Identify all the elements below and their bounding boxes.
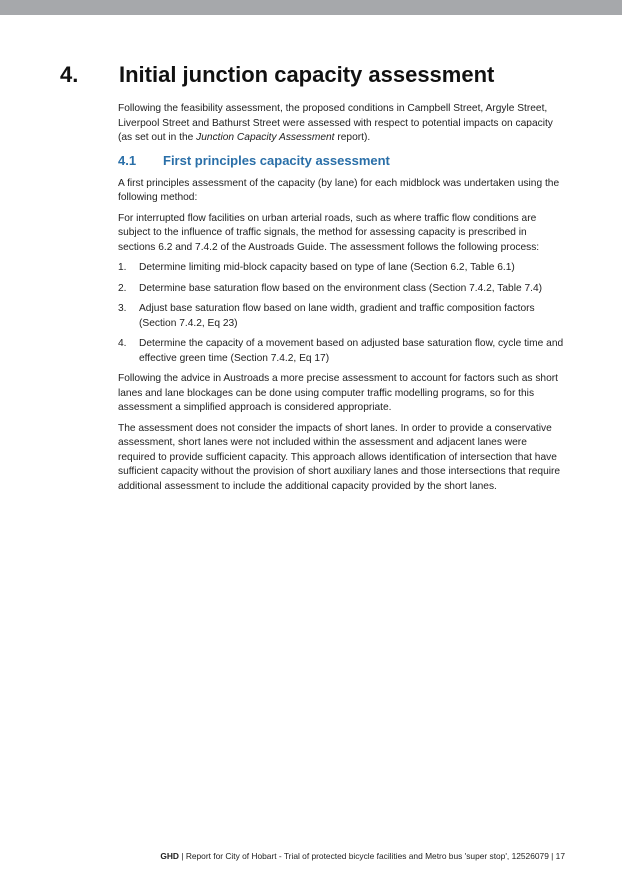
list-item-number: 3.	[118, 303, 127, 314]
list-item-text: Determine limiting mid-block capacity based on type of lane (Section 6.2, Table 6.1)	[139, 262, 515, 273]
list-item-number: 4.	[118, 338, 127, 349]
list-item-text: Adjust base saturation flow based on lane width, gradient and traffic composition factors (Section 7.4.2, Eq 23)	[139, 303, 535, 329]
intro-text-b: report).	[334, 132, 371, 143]
list-item	[118, 261, 564, 276]
list-item-text: Determine the capacity of a movement based on adjusted base saturation flow, cycle time and effective green time (Section 7.4.2, Eq 17)	[139, 338, 564, 364]
paragraph: For interrupted flow facilities on urban arterial roads, such as where traffic flow conditions are subject to the influence of traffic signals, the method for assessing capacity is prescribed in sections 6.2 and 7.4.2 of the Austroads Guide. The assessment follows the following process:	[118, 212, 540, 253]
report-title-italic: Junction Capacity Assessment	[196, 132, 335, 143]
header-band	[0, 0, 622, 15]
list-item	[118, 282, 564, 297]
paragraph: Following the advice in Austroads a more precise assessment to account for factors such as short lanes and lane blockages can be done using computer traffic modelling programs, so for this assessment a simplified approach is considered appropriate.	[118, 373, 558, 413]
section-number: 4.1	[118, 152, 137, 168]
body-content	[118, 102, 564, 500]
intro-paragraph	[118, 102, 564, 146]
paragraph: The assessment does not consider the impacts of short lanes. In order to provide a conservative assessment, short lanes were not included within the assessment and adjacent lanes were required to provide sufficient capacity. This approach allows identification of intersection that have sufficient capacity without the provision of short auxiliary lanes and those intersections that require additional assessment to include the additional capacity provided by the short lanes.	[118, 422, 561, 492]
paragraph: A first principles assessment of the capacity (by lane) for each midblock was undertaken using the following method:	[118, 177, 560, 203]
section-title: First principles capacity assessment	[163, 152, 390, 168]
chapter-title: Initial junction capacity assessment	[119, 62, 495, 87]
list-item	[118, 337, 564, 366]
list-item-text: Determine base saturation flow based on the environment class (Section 7.4.2, Table 7.4)	[139, 282, 543, 294]
footer-text: | Report for City of Hobart - Trial of protected bicycle facilities and Metro bus 'super stop', 12526079 | 17	[178, 851, 565, 861]
chapter-number: 4.	[60, 62, 79, 87]
section-heading	[118, 152, 564, 170]
intro-text-a: Following the feasibility assessment, the proposed conditions in Campbell Street, Argyle Street, Liverpool Street and Bathurst Street were assessed with respect to potential impacts on capacity (as set out in the	[118, 103, 553, 143]
list-item-number: 2.	[118, 282, 127, 294]
list-item-number: 1.	[118, 262, 127, 273]
process-steps-list	[118, 261, 564, 366]
page-footer	[160, 851, 565, 861]
list-item	[118, 302, 564, 331]
footer-brand: GHD	[160, 851, 179, 861]
